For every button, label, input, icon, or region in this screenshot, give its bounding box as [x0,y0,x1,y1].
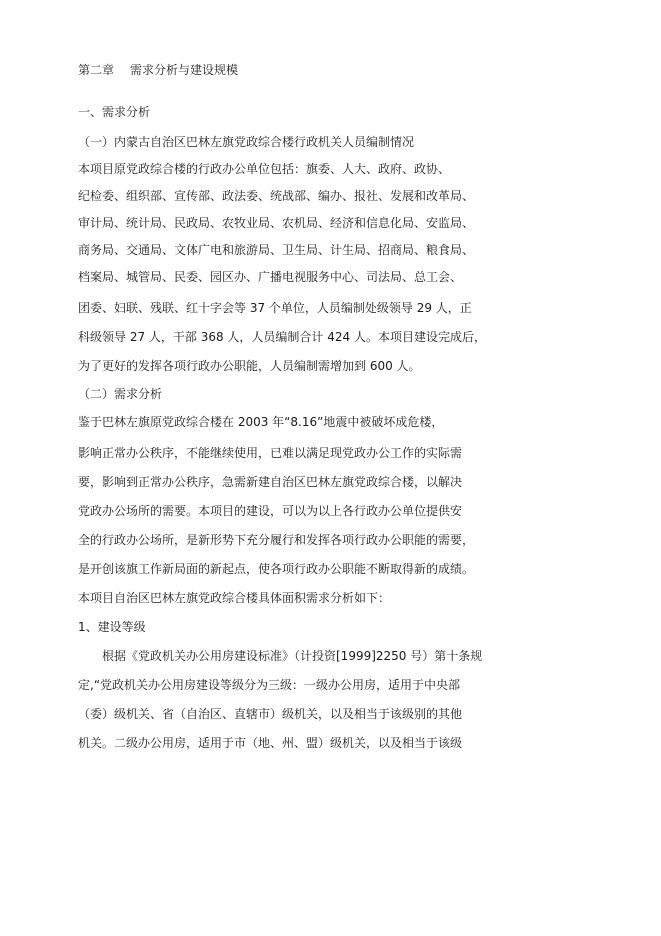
body-line: 档案局、城管局、民委、园区办、广播电视服务中心、司法局、总工会、 [78,270,463,284]
body-line: 机关。二级办公用房，适用于市（地、州、盟）级机关，以及相当于该级 [78,736,463,750]
body-line: 本项目自治区巴林左旗党政综合楼具体面积需求分析如下： [78,591,391,605]
body-line: 本项目原党政综合楼的行政办公单位包括：旗委、人大、政府、政协、 [78,162,451,176]
body-line: 要，影响到正常办公秩序，急需新建自治区巴林左旗党政综合楼，以解决 [78,475,463,489]
body-line: 根据《党政机关办公用房建设标准》（计投资[1999]2250 号）第十条规 [102,649,483,663]
chapter-heading [78,63,238,78]
item-heading: 1、建设等级 [78,620,146,634]
section-heading: 一、需求分析 [78,105,151,119]
body-line: 是开创该旗工作新局面的新起点，使各项行政办公职能不断取得新的成绩。 [78,562,475,576]
subsection-heading: （一）内蒙古自治区巴林左旗党政综合楼行政机关人员编制情况 [78,135,415,149]
body-line: （委）级机关、省（自治区、直辖市）级机关，以及相当于该级别的其他 [78,707,463,721]
subsection-heading: （二）需求分析 [78,387,163,401]
body-line: 审计局、统计局、民政局、农牧业局、农机局、经济和信息化局、安监局、 [78,216,475,230]
chapter-number: 第二章 [78,63,115,77]
body-line: 商务局、交通局、文体广电和旅游局、卫生局、计生局、招商局、粮食局、 [78,243,475,257]
body-line: 全的行政办公场所，是新形势下充分履行和发挥各项行政办公职能的需要， [78,533,475,547]
chapter-title: 需求分析与建设规模 [130,63,239,77]
body-line: 定,“党政机关办公用房建设等级分为三级：一级办公用房，适用于中央部 [78,678,461,692]
body-line: 影响正常办公秩序，不能继续使用，已难以满足现党政办公工作的实际需 [78,446,463,460]
body-line: 为了更好的发挥各项行政办公职能，人员编制需增加到 600 人。 [78,359,421,373]
body-line: 纪检委、组织部、宣传部、政法委、统战部、编办、报社、发展和改革局、 [78,189,475,203]
body-line: 科级领导 27 人，干部 368 人，人员编制合计 424 人。本项目建设完成后， [78,330,486,344]
body-line: 团委、妇联、残联、红十字会等 37 个单位，人员编制处级领导 29 人，正 [78,301,472,315]
body-line: 党政办公场所的需要。本项目的建设，可以为以上各行政办公单位提供安 [78,504,463,518]
body-line: 鉴于巴林左旗原党政综合楼在 2003 年“8.16”地震中被破坏成危楼， [78,415,444,429]
